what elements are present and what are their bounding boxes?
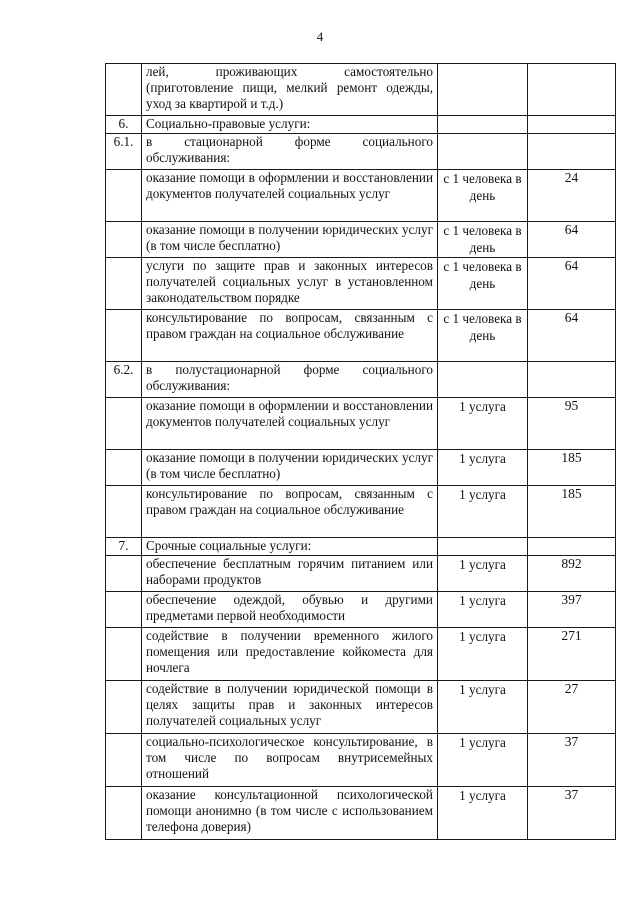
row-number bbox=[106, 398, 142, 450]
unit-text: с 1 человека в день bbox=[443, 259, 522, 291]
unit-cell bbox=[438, 64, 528, 116]
row-number: 6.2. bbox=[106, 362, 142, 398]
row-number bbox=[106, 787, 142, 840]
unit-text: 1 услуга bbox=[459, 487, 506, 502]
service-name: оказание консультационной психологической помощи анонимно (в том числе с использованием телефона доверия) bbox=[142, 787, 438, 840]
table-row bbox=[106, 486, 616, 538]
table-row bbox=[106, 556, 616, 592]
row-number bbox=[106, 734, 142, 787]
unit-cell bbox=[438, 734, 528, 787]
row-number bbox=[106, 222, 142, 258]
tariff-value: 37 bbox=[528, 734, 616, 787]
row-number: 6.1. bbox=[106, 134, 142, 170]
row-number: 6. bbox=[106, 116, 142, 134]
unit-cell bbox=[438, 486, 528, 538]
service-name: консультирование по вопросам, связанным с правом граждан на социальное обслуживание bbox=[142, 486, 438, 538]
table-row bbox=[106, 170, 616, 222]
tariff-value bbox=[528, 362, 616, 398]
row-number: 7. bbox=[106, 538, 142, 556]
tariff-value bbox=[528, 64, 616, 116]
unit-text: 1 услуга bbox=[459, 593, 506, 608]
table-row bbox=[106, 222, 616, 258]
unit-cell bbox=[438, 628, 528, 681]
row-number bbox=[106, 170, 142, 222]
row-number bbox=[106, 64, 142, 116]
tariff-value: 271 bbox=[528, 628, 616, 681]
service-name: оказание помощи в получении юридических услуг (в том числе бесплатно) bbox=[142, 450, 438, 486]
row-number bbox=[106, 556, 142, 592]
subsection-row bbox=[106, 362, 616, 398]
table-row bbox=[106, 450, 616, 486]
unit-cell bbox=[438, 398, 528, 450]
tariff-value: 27 bbox=[528, 681, 616, 734]
row-number bbox=[106, 450, 142, 486]
unit-text: с 1 человека в день bbox=[443, 311, 522, 343]
service-name: оказание помощи в получении юридических услуг (в том числе бесплатно) bbox=[142, 222, 438, 258]
row-number bbox=[106, 486, 142, 538]
unit-cell bbox=[438, 450, 528, 486]
unit-text: 1 услуга bbox=[459, 735, 506, 750]
service-name: обеспечение бесплатным горячим питанием или наборами продуктов bbox=[142, 556, 438, 592]
service-name: оказание помощи в оформлении и восстановлении документов получателей социальных услуг bbox=[142, 170, 438, 222]
unit-cell bbox=[438, 787, 528, 840]
table-row bbox=[106, 628, 616, 681]
table-row bbox=[106, 787, 616, 840]
table-row bbox=[106, 64, 616, 116]
row-number bbox=[106, 592, 142, 628]
unit-cell bbox=[438, 681, 528, 734]
subsection-row bbox=[106, 134, 616, 170]
unit-cell bbox=[438, 134, 528, 170]
section-row bbox=[106, 116, 616, 134]
unit-cell bbox=[438, 258, 528, 310]
unit-cell bbox=[438, 362, 528, 398]
tariff-value bbox=[528, 538, 616, 556]
unit-cell bbox=[438, 556, 528, 592]
unit-text: 1 услуга bbox=[459, 629, 506, 644]
tariff-value bbox=[528, 134, 616, 170]
row-number bbox=[106, 628, 142, 681]
tariff-value: 185 bbox=[528, 450, 616, 486]
unit-text: 1 услуга bbox=[459, 557, 506, 572]
unit-text: 1 услуга bbox=[459, 682, 506, 697]
subsection-title: в полустационарной форме социального обслуживания: bbox=[142, 362, 438, 398]
section-title: Социально-правовые услуги: bbox=[142, 116, 438, 134]
unit-text: 1 услуга bbox=[459, 451, 506, 466]
unit-cell bbox=[438, 592, 528, 628]
unit-text: с 1 человека в день bbox=[443, 223, 522, 255]
tariff-value: 64 bbox=[528, 258, 616, 310]
table-row bbox=[106, 681, 616, 734]
unit-text: 1 услуга bbox=[459, 399, 506, 414]
service-name: обеспечение одеждой, обувью и другими предметами первой необходимости bbox=[142, 592, 438, 628]
unit-cell bbox=[438, 538, 528, 556]
row-number bbox=[106, 258, 142, 310]
row-number bbox=[106, 310, 142, 362]
service-name: содействие в получении временного жилого помещения или предоставление койкоместа для ночлега bbox=[142, 628, 438, 681]
tariff-value bbox=[528, 116, 616, 134]
unit-cell bbox=[438, 170, 528, 222]
page-number: 4 bbox=[316, 29, 324, 44]
unit-text: с 1 человека в день bbox=[443, 171, 522, 203]
unit-cell bbox=[438, 116, 528, 134]
table-row bbox=[106, 398, 616, 450]
subsection-title: в стационарной форме социального обслуживания: bbox=[142, 134, 438, 170]
service-name: лей, проживающих самостоятельно (приготовление пищи, мелкий ремонт одежды, уход за квартирой и т.д.) bbox=[142, 64, 438, 116]
tariff-value: 892 bbox=[528, 556, 616, 592]
unit-cell bbox=[438, 310, 528, 362]
service-name: содействие в получении юридической помощи в целях защиты прав и законных интересов получателей социальных услуг bbox=[142, 681, 438, 734]
unit-cell bbox=[438, 222, 528, 258]
table-row bbox=[106, 310, 616, 362]
section-row bbox=[106, 538, 616, 556]
tariff-value: 64 bbox=[528, 222, 616, 258]
table-row bbox=[106, 592, 616, 628]
unit-text: 1 услуга bbox=[459, 788, 506, 803]
tariff-value: 64 bbox=[528, 310, 616, 362]
row-number bbox=[106, 681, 142, 734]
table-row bbox=[106, 258, 616, 310]
service-name: услуги по защите прав и законных интересов получателей социальных услуг в установленном законодательством порядке bbox=[142, 258, 438, 310]
services-tariff-table bbox=[105, 63, 616, 840]
tariff-value: 37 bbox=[528, 787, 616, 840]
service-name: оказание помощи в оформлении и восстановлении документов получателей социальных услуг bbox=[142, 398, 438, 450]
tariff-value: 397 bbox=[528, 592, 616, 628]
service-name: социально-психологическое консультирование, в том числе по вопросам внутрисемейных отношений bbox=[142, 734, 438, 787]
tariff-value: 185 bbox=[528, 486, 616, 538]
service-name: консультирование по вопросам, связанным с правом граждан на социальное обслуживание bbox=[142, 310, 438, 362]
table-row bbox=[106, 734, 616, 787]
tariff-value: 24 bbox=[528, 170, 616, 222]
section-title: Срочные социальные услуги: bbox=[142, 538, 438, 556]
tariff-value: 95 bbox=[528, 398, 616, 450]
